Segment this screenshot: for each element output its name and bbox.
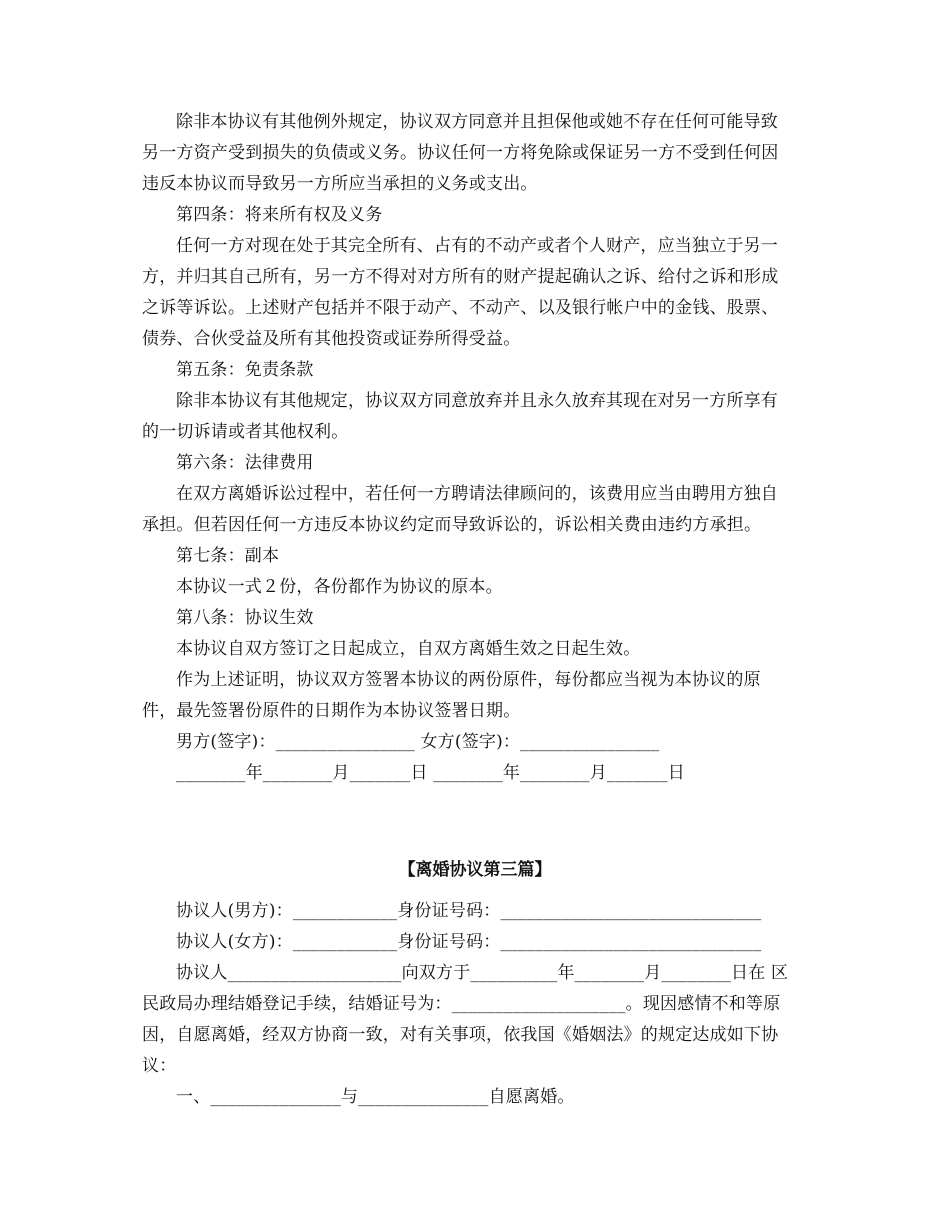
paragraph-line: 协议人____________________向双方于__________年________月________日在 区 <box>176 963 789 983</box>
article-heading: 第六条：法律费用 <box>176 453 314 473</box>
paragraph-line: 之诉等诉讼。上述财产包括并不限于动产、不动产、以及银行帐户中的金钱、股票、 <box>142 298 779 318</box>
paragraph-line: 的一切诉请或者其他权利。 <box>142 422 349 442</box>
paragraph-line: 在双方离婚诉讼过程中，若任何一方聘请法律顾问的，该费用应当由聘用方独自 <box>176 484 778 504</box>
paragraph-line: 本协议自双方签订之日起成立，自双方离婚生效之日起生效。 <box>176 639 641 659</box>
paragraph-line: 除非本协议有其他例外规定，协议双方同意并且担保他或她不存在任何可能导致 <box>176 112 778 132</box>
paragraph-line: 件，最先签署份原件的日期作为本协议签署日期。 <box>142 701 521 721</box>
paragraph-line: 议： <box>142 1056 177 1076</box>
paragraph-line: 承担。但若因任何一方违反本协议约定而导致诉讼的，诉讼相关费由违约方承担。 <box>142 515 762 535</box>
signature-line: 男方(签字)：________________ 女方(签字)：________________ <box>176 732 660 752</box>
paragraph-line: 方，并归其自己所有，另一方不得对对方所有的财产提起确认之诉、给付之诉和形成 <box>142 267 779 287</box>
paragraph-line: 债券、合伙受益及所有其他投资或证券所得受益。 <box>142 329 521 349</box>
paragraph-line: 民政局办理结婚登记手续，结婚证号为：____________________。现因感情不和等原 <box>142 994 781 1014</box>
article-heading: 第七条：副本 <box>176 546 280 566</box>
paragraph-line: 任何一方对现在处于其完全所有、占有的不动产或者个人财产，应当独立于另一 <box>176 236 778 256</box>
article-heading: 第四条：将来所有权及义务 <box>176 205 383 225</box>
paragraph-line: 因，自愿离婚，经双方协商一致，对有关事项，依我国《婚姻法》的规定达成如下协 <box>142 1025 779 1045</box>
party-line: 协议人(男方)：____________身份证号码：______________________________ <box>176 901 762 921</box>
paragraph-line: 除非本协议有其他规定，协议双方同意放弃并且永久放弃其现在对另一方所享有 <box>176 391 778 411</box>
section-title: 【离婚协议第三篇】 <box>398 860 552 880</box>
paragraph-line: 另一方资产受到损失的负债或义务。协议任何一方将免除或保证另一方不受到任何因 <box>142 143 779 163</box>
article-heading: 第八条：协议生效 <box>176 608 314 628</box>
paragraph-line: 违反本协议而导致另一方所应当承担的义务或支出。 <box>142 174 538 194</box>
article-heading: 第五条：免责条款 <box>176 360 314 380</box>
paragraph-line: 本协议一式２份，各份都作为协议的原本。 <box>176 577 503 597</box>
date-line: ________年________月_______日 ________年________月_______日 <box>176 763 686 783</box>
party-line: 协议人(女方)：____________身份证号码：______________________________ <box>176 932 762 952</box>
paragraph-line: 一、_______________与_______________自愿离婚。 <box>176 1087 575 1107</box>
paragraph-line: 作为上述证明，协议双方签署本协议的两份原件，每份都应当视为本协议的原 <box>176 670 761 690</box>
